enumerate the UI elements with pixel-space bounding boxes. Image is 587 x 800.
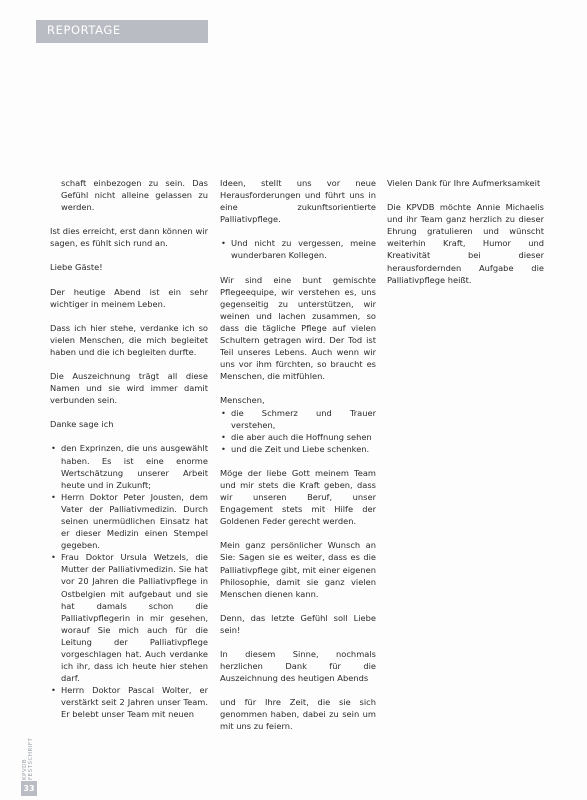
paragraph: schaft einbezogen zu sein. Das Gefühl nicht alleine gelassen zu werden. [61,178,208,213]
list-item: • Frau Doktor Ursula Wetzels, die Mutter der Palliativmedizin. Sie hat vor 20 Jahren die Palliativpflege in Ostbelgien mit aufgebaut und sie hat damals schon die Palliativpflegerin in mir gesehen, worauf Sie mich auch für die Leitung der Palliativpflege vorgeschlagen hat. Auch verdanke ich ihr, dass ich heute hier stehen darf. [50,551,208,684]
paragraph: Vielen Dank für Ihre Aufmerksamkeit [387,178,541,188]
list-item: • Herrn Doktor Pascal Wolter, er verstärkt seit 2 Jahren unser Team. Er belebt unser Team mit neuen [50,684,208,720]
paragraph: Der heutige Abend ist ein sehr wichtiger in meinem Leben. [50,286,208,309]
paragraph: Die Auszeichnung trägt all diese Namen und sie wird immer damit verbunden sein. [50,371,208,406]
paragraph: Dass ich hier stehe, verdanke ich so vielen Menschen, die mich begleitet haben und die ich begleiten durfte. [50,322,208,357]
paragraph: Danke sage ich [50,419,114,430]
text-column-2 [220,177,376,745]
section-label: REPORTAGE [47,23,121,37]
list-item: • Herrn Doktor Peter Jousten, dem Vater der Palliativmedizin. Durch seinen unermüdlichen Einsatz hat er dieser Medizin einen Stempel gegeben. [50,491,208,551]
text-column-1 [50,177,208,733]
paragraph: Denn, das letzte Gefühl soll Liebe sein! [220,612,376,635]
page-number: 33 [21,781,37,796]
list-item: • die aber auch die Hoffnung sehen [220,431,376,443]
sidebar-vertical-text: KPVDB FESTSCHRIFT [22,737,34,780]
list-item: • die Schmerz und Trauer verstehen, [220,407,376,431]
list-item: • den Exprinzen, die uns ausgewählt haben. Es ist eine enorme Wertschätzung unserer Arbeit heute und in Zukunft; [50,442,208,490]
list-item: • und die Zeit und Liebe schenken. [220,443,376,455]
paragraph: Ist dies erreicht, erst dann können wir sagen, es fühlt sich rund an. [50,226,208,249]
paragraph: Die KPVDB möchte Annie Michaelis und ihr Team ganz herzlich zu dieser Ehrung gratulieren und wünscht weiterhin Kraft, Humor und Kreativität bei dieser herausfordernden Aufgabe die Palliativpflege heißt. [387,202,544,285]
paragraph: und für Ihre Zeit, die sie sich genommen haben, dabei zu sein um mit uns zu feiern. [220,697,376,732]
paragraph: Wir sind eine bunt gemischte Pflegeequipe, wir verstehen es, uns gegenseitig zu unterstützen, wir weinen und lachen zusammen, so dass die tägliche Pflege auf vielen Schultern getragen wird. Der Tod ist Teil unseres Lebens. Auch wenn wir uns vor ihm fürchten, so braucht es Menschen, die mitfühlen. [220,274,376,382]
paragraph: Möge der liebe Gott meinem Team und mir stets die Kraft geben, dass wir unseren Beruf, unser Engagement stets mit Hilfe der Goldenen Feder gerecht werden. [220,467,376,527]
section-header-tab [36,20,208,43]
list-item: • Und nicht zu vergessen, meine wunderbaren Kollegen. [220,237,376,261]
colleagues-list [220,237,376,261]
thanks-list [50,442,208,720]
paragraph: Menschen, [220,395,265,406]
paragraph: Mein ganz persönlicher Wunsch an Sie: Sagen sie es weiter, dass es die Palliativpflege gibt, mit einer eigenen Philosophie, damit sie ganz vielen Menschen dienen kann. [220,540,376,599]
paragraph: In diesem Sinne, nochmals herzlichen Dank für die Auszeichnung des heutigen Abends [220,649,376,684]
paragraph: Liebe Gäste! [50,262,103,273]
paragraph: Ideen, stellt uns vor neue Herausforderungen und führt uns in eine zukunftsorientierte Palliativpflege. [220,178,376,225]
text-column-3 [387,177,544,298]
people-list [220,407,376,455]
